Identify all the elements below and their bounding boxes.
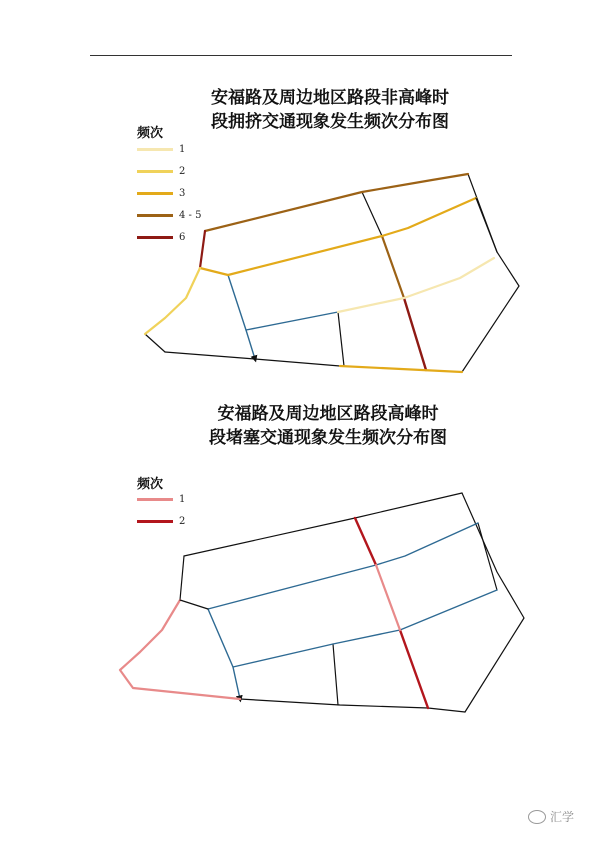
- map2-road-network: [120, 493, 524, 712]
- map1-road-freq-6-stub: [200, 231, 205, 268]
- map1-legend-title: 频次: [137, 126, 164, 141]
- map1-road-inner-vertical: [338, 312, 344, 366]
- map1-legend-label: 6: [179, 231, 186, 243]
- map2-road-blue-upper: [208, 523, 478, 609]
- map1-road-freq-6: [404, 298, 426, 370]
- map1-legend-label: 2: [179, 165, 186, 177]
- map1-road-west-short: [145, 334, 165, 352]
- map1-legend-label: 4 - 5: [179, 209, 202, 221]
- map2-road-blue-lower: [233, 590, 497, 667]
- map2-road-freq-1-middle: [376, 565, 400, 630]
- map1-road-freq-4-5-north: [205, 174, 468, 231]
- map1-road-freq-2-west: [145, 268, 200, 334]
- map1-road-right-short: [476, 198, 497, 252]
- map2-road-freq-2-south: [400, 630, 428, 708]
- map1-road-network: [145, 174, 519, 372]
- map1-road-freq-4-5-vertical: [382, 236, 404, 298]
- map1-road-bottom-left: [165, 352, 340, 366]
- map2-legend-label: 1: [179, 493, 186, 505]
- map1-road-blue-west: [228, 275, 255, 359]
- map1-road-freq-1: [338, 258, 494, 312]
- map2-road-right-short: [478, 523, 497, 590]
- map1-road-diagonal: [362, 192, 382, 236]
- map2-road-inner-vertical: [333, 644, 338, 705]
- map2-title-line1: 安福路及周边地区路段高峰时: [217, 404, 439, 424]
- map1-title-line1: 安福路及周边地区路段非高峰时: [211, 88, 449, 108]
- map2-road-freq-2-north: [355, 518, 376, 565]
- map1-road-freq-3-main: [200, 198, 476, 275]
- map2-road-freq-1-west: [120, 600, 240, 699]
- map2-road-west-top: [180, 556, 184, 600]
- map1-title-line2: 段拥挤交通现象发生频次分布图: [211, 112, 449, 132]
- map2-road-blue-west: [208, 609, 240, 699]
- wechat-icon: [528, 810, 546, 824]
- map1-road-freq-3-bottom: [340, 366, 462, 372]
- map2-road-north: [184, 493, 462, 556]
- map1-road-blue-mid: [246, 312, 338, 330]
- map1-legend-label: 1: [179, 143, 186, 155]
- map2-road-link: [180, 600, 208, 609]
- watermark: [528, 808, 574, 825]
- map2-legend-title: 频次: [137, 477, 164, 492]
- map2-legend-label: 2: [179, 515, 186, 527]
- map2-road-bottom: [240, 699, 465, 712]
- map1-legend-label: 3: [179, 187, 186, 199]
- watermark-text: 汇学: [550, 810, 575, 824]
- map2-title-line2: 段堵塞交通现象发生频次分布图: [209, 428, 447, 448]
